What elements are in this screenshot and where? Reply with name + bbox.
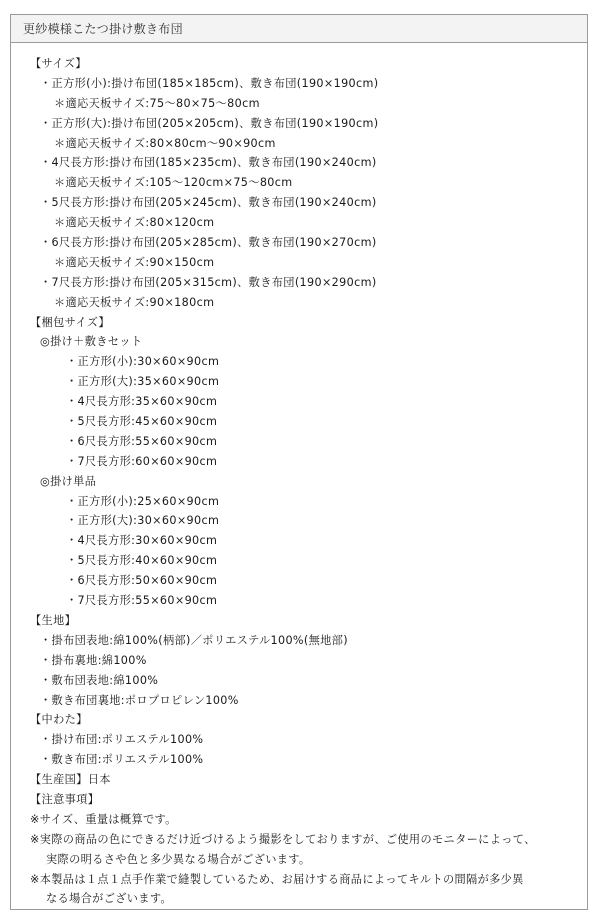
- spec-line: ・5尺長方形:掛け布団(205×245cm)、敷き布団(190×240cm): [40, 196, 377, 210]
- spec-line: ・正方形(大):掛け布団(205×205cm)、敷き布団(190×190cm): [40, 116, 379, 130]
- spec-note: ＊適応天板サイズ:75～80×75～80cm: [54, 96, 260, 110]
- panel-header: [11, 15, 587, 43]
- panel-title: 更紗模様こたつ掛け敷き布団: [23, 22, 183, 36]
- spec-note: ＊適応天板サイズ:80×80cm～90×90cm: [54, 136, 276, 150]
- note-line-continued: 実際の明るさや色と多少異なる場合がございます。: [46, 852, 311, 866]
- packing-line: ・6尺長方形:50×60×90cm: [66, 574, 218, 588]
- spec-line: ・6尺長方形:掛け布団(205×285cm)、敷き布団(190×270cm): [40, 236, 377, 250]
- fabric-line: ・敷布団表地:綿100%: [40, 673, 159, 687]
- spec-line: ・正方形(小):掛け布団(185×185cm)、敷き布団(190×190cm): [40, 76, 379, 90]
- spec-note: ＊適応天板サイズ:80×120cm: [54, 216, 215, 230]
- filling-line: ・敷き布団:ポリエステル100%: [40, 753, 204, 767]
- packing-line: ・正方形(大):35×60×90cm: [66, 375, 220, 389]
- section-heading-packing: 【梱包サイズ】: [30, 315, 110, 329]
- packing-line: ・正方形(小):25×60×90cm: [66, 494, 220, 508]
- packing-line: ・4尺長方形:35×60×90cm: [66, 395, 218, 409]
- note-line: ※実際の商品の色にできるだけ近づけるよう撮影をしておりますが、ご使用のモニターによって、: [30, 832, 536, 846]
- spec-content: [30, 54, 586, 909]
- section-heading-size: 【サイズ】: [30, 57, 87, 70]
- spec-note: ＊適応天板サイズ:105～120cm×75～80cm: [54, 176, 293, 190]
- packing-line: ・7尺長方形:60×60×90cm: [66, 454, 218, 468]
- packing-line: ・正方形(大):30×60×90cm: [66, 514, 220, 528]
- packing-line: ・7尺長方形:55×60×90cm: [66, 594, 218, 608]
- subsection-heading-single: ◎掛け単品: [40, 474, 97, 488]
- spec-note: ＊適応天板サイズ:90×180cm: [54, 295, 215, 309]
- section-heading-filling: 【中わた】: [30, 713, 88, 727]
- spec-panel: [10, 14, 588, 910]
- fabric-line: ・掛布団表地:綿100%(柄部)／ポリエステル100%(無地部): [40, 633, 348, 647]
- note-line: ※本製品は１点１点手作業で縫製しているため、お届けする商品によってキルトの間隔が多少異: [30, 872, 524, 886]
- section-heading-fabric: 【生地】: [30, 613, 77, 627]
- packing-line: ・6尺長方形:55×60×90cm: [66, 434, 218, 448]
- subsection-heading-set: ◎掛け＋敷きセット: [40, 335, 143, 349]
- spec-line: ・4尺長方形:掛け布団(185×235cm)、敷き布団(190×240cm): [40, 156, 377, 170]
- spec-line: ・7尺長方形:掛け布団(205×315cm)、敷き布団(190×290cm): [40, 275, 377, 289]
- fabric-line: ・掛布裏地:綿100%: [40, 653, 147, 667]
- packing-line: ・4尺長方形:30×60×90cm: [66, 534, 218, 548]
- note-line: ※サイズ、重量は概算です。: [30, 812, 177, 826]
- spec-note: ＊適応天板サイズ:90×150cm: [54, 255, 215, 269]
- section-heading-notes: 【注意事項】: [30, 792, 100, 806]
- packing-line: ・正方形(小):30×60×90cm: [66, 355, 220, 369]
- packing-line: ・5尺長方形:40×60×90cm: [66, 554, 218, 568]
- fabric-line: ・敷き布団裏地:ポロプロピレン100%: [40, 693, 239, 707]
- section-heading-origin: 【生産国】日本: [30, 773, 111, 787]
- packing-line: ・5尺長方形:45×60×90cm: [66, 415, 218, 429]
- note-line-continued: なる場合がございます。: [46, 892, 173, 906]
- filling-line: ・掛け布団:ポリエステル100%: [40, 733, 204, 747]
